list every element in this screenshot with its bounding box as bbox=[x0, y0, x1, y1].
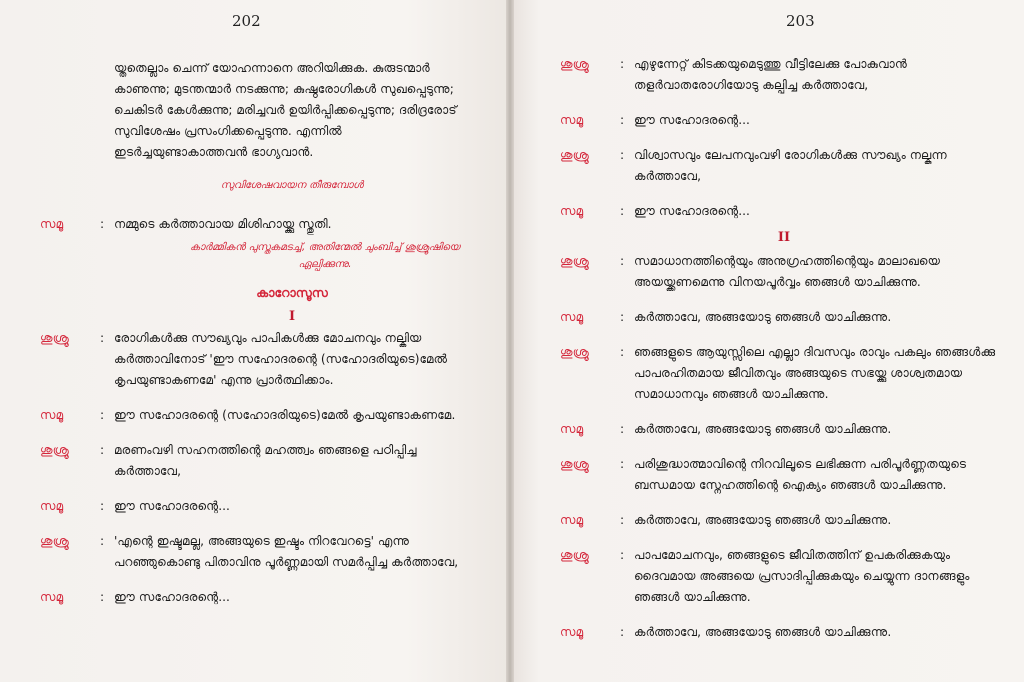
rubric-gospel-end: സുവിശേഷവായന തീരുമ്പോൾ bbox=[220, 180, 364, 191]
colon: : bbox=[620, 457, 625, 471]
speaker-label: സമൂ bbox=[560, 204, 584, 218]
colon: : bbox=[620, 625, 625, 639]
litany-entry bbox=[560, 54, 1008, 96]
speaker-label: സമൂ bbox=[560, 513, 584, 527]
entry-text: പാപമോചനവും, ഞങ്ങളുടെ ജീവിതത്തിന് ഉപകരിക്കുകയും ദൈവമായ അങ്ങയെ പ്രസാദിപ്പിക്കുകയും ചെയ്യുന്ന ദാനങ്ങളും ഞങ്ങൾ യാചിക്കുന്നു. bbox=[634, 548, 970, 604]
entry-text: ഈ സഹോദരന്റെ (സഹോദരിയുടെ)മേൽ കൃപയുണ്ടാകണമേ. bbox=[114, 408, 456, 422]
entry-text: ഞങ്ങളുടെ ആയുസ്സിലെ എല്ലാ ദിവസവും രാവും പകലും ഞങ്ങൾക്കു പാപരഹിതമായ ജീവിതവും അങ്ങയുടെ സഭയ്ക്കു ശാശ്വതമായ സമാധാനവും ഞങ്ങൾ യാചിക്കുന്നു. bbox=[634, 345, 996, 401]
colon: : bbox=[620, 254, 625, 268]
speaker-label: ശുശ്രൂ bbox=[560, 254, 590, 268]
litany-entry bbox=[560, 622, 1008, 643]
colon: : bbox=[100, 443, 105, 457]
speaker-label: സമൂ bbox=[40, 217, 64, 231]
litany-entry bbox=[560, 251, 1008, 293]
litany-entry bbox=[40, 405, 470, 426]
litany-entry bbox=[40, 496, 470, 517]
left-page-number: 202 bbox=[232, 12, 261, 30]
speaker-label: സമൂ bbox=[560, 625, 584, 639]
litany-entry bbox=[560, 201, 1008, 222]
entry-text: എഴുന്നേറ്റ് കിടക്കയുമെടുത്തു വീട്ടിലേക്കു പോകുവാൻ തളർവാതരോഗിയോടു കല്പിച്ച കർത്താവേ, bbox=[634, 57, 907, 92]
litany-entry bbox=[560, 545, 1008, 608]
speaker-label: സമൂ bbox=[40, 499, 64, 513]
speaker-label: സമൂ bbox=[560, 310, 584, 324]
colon: : bbox=[620, 310, 625, 324]
colon: : bbox=[620, 148, 625, 162]
litany-entry bbox=[560, 419, 1008, 440]
colon: : bbox=[100, 408, 105, 422]
entry-text: മരണംവഴി സഹനത്തിന്റെ മഹത്ത്വം ഞങ്ങളെ പഠിപ്പിച്ച കർത്താവേ, bbox=[114, 443, 417, 478]
section-numeral: II bbox=[777, 230, 791, 245]
entry-text: രോഗികൾക്കു സൗഖ്യവും പാപികൾക്കു മോചനവും നല്കിയ കർത്താവിനോട് 'ഈ സഹോദരന്റെ (സഹോദരിയുടെ)മേൽ കൃപയുണ്ടാകണമേ' എന്നു പ്രാർത്ഥിക്കാം. bbox=[114, 331, 448, 387]
colon: : bbox=[620, 422, 625, 436]
left-page bbox=[0, 0, 508, 682]
colon: : bbox=[620, 57, 625, 71]
speaker-label: ശുശ്രൂ bbox=[560, 148, 590, 162]
colon: : bbox=[620, 345, 625, 359]
colon: : bbox=[620, 113, 625, 127]
colon: : bbox=[620, 548, 625, 562]
colon: : bbox=[100, 590, 105, 604]
entry-text: വിശ്വാസവും ലേപനവുംവഴി രോഗികൾക്കു സൗഖ്യം നല്കുന്ന കർത്താവേ, bbox=[634, 148, 947, 183]
litany-entry bbox=[40, 328, 470, 391]
speaker-label: സമൂ bbox=[40, 590, 64, 604]
colon: : bbox=[620, 513, 625, 527]
entry-text: ഈ സഹോദരന്റെ... bbox=[634, 204, 750, 218]
entry-text: 'എന്റെ ഇഷ്ടമല്ല, അങ്ങയുടെ ഇഷ്ടം നിറവേറട്ടെ' എന്നു പറഞ്ഞുകൊണ്ടു പിതാവിനു പൂർണ്ണമായി സമർപ്പിച്ച കർത്താവേ, bbox=[114, 534, 459, 569]
litany-entry bbox=[560, 145, 1008, 187]
right-page-number: 203 bbox=[786, 12, 815, 30]
litany-entry bbox=[560, 307, 1008, 328]
entry-text: കർത്താവേ, അങ്ങയോടു ഞങ്ങൾ യാചിക്കുന്നു. bbox=[634, 513, 892, 527]
speaker-label: ശുശ്രൂ bbox=[560, 345, 590, 359]
speaker-label: സമൂ bbox=[40, 408, 64, 422]
colon: : bbox=[100, 217, 105, 231]
speaker-label: സമൂ bbox=[560, 422, 584, 436]
right-page-content bbox=[560, 54, 1008, 643]
litany-entry bbox=[560, 510, 1008, 531]
colon: : bbox=[100, 534, 105, 548]
litany-entry bbox=[40, 440, 470, 482]
litany-entry bbox=[560, 110, 1008, 131]
speaker-label: ശുശ്രൂ bbox=[560, 548, 590, 562]
speaker-label: ശുശ്രൂ bbox=[40, 534, 70, 548]
litany-entry bbox=[560, 454, 1008, 496]
entry-text: ഈ സഹോദരന്റെ... bbox=[634, 113, 750, 127]
colon: : bbox=[100, 499, 105, 513]
book-gutter bbox=[506, 0, 514, 682]
section-numeral: I bbox=[288, 309, 296, 324]
opening-paragraph: യ്തതെല്ലാം ചെന്ന് യോഹന്നാനെ അറിയിക്കുക. കുരുടന്മാർ കാണുന്നു; മുടന്തന്മാർ നടക്കുന്നു; കുഷ്ഠരോഗികൾ സുഖപ്പെടുന്നു; ചെകിടർ കേൾക്കുന്നു; മരിച്ചവർ ഉയിർപ്പിക്കപ്പെടുന്നു; ദരിദ്രരോട് സുവിശേഷം പ്രസംഗിക്കപ്പെടുന്നു. എന്നിൽ ഇടർച്ചയുണ്ടാകാത്തവൻ ഭാഗ്യവാൻ. bbox=[114, 61, 457, 159]
speaker-label: ശുശ്രൂ bbox=[40, 331, 70, 345]
response-text: നമ്മുടെ കർത്താവായ മിശിഹായ്ക്കു സ്തുതി. bbox=[114, 217, 332, 231]
response-entry bbox=[40, 214, 470, 235]
litany-entry bbox=[40, 531, 470, 573]
entry-text: കർത്താവേ, അങ്ങയോടു ഞങ്ങൾ യാചിക്കുന്നു. bbox=[634, 422, 892, 436]
entry-text: ഈ സഹോദരന്റെ... bbox=[114, 590, 230, 604]
litany-entry bbox=[40, 587, 470, 608]
section-heading: കാറോസൂസ bbox=[256, 285, 328, 300]
left-page-content bbox=[40, 58, 470, 622]
entry-text: കർത്താവേ, അങ്ങയോടു ഞങ്ങൾ യാചിക്കുന്നു. bbox=[634, 310, 892, 324]
speaker-label: സമൂ bbox=[560, 113, 584, 127]
entry-text: സമാധാനത്തിന്റെയും അനുഗ്രഹത്തിന്റെയും മാലാഖയെ അയയ്ക്കണമെന്നു വിനയപൂർവ്വം ഞങ്ങൾ യാചിക്കുന്നു. bbox=[634, 254, 941, 289]
entry-text: പരിശുദ്ധാത്മാവിന്റെ നിറവിലൂടെ ലഭിക്കുന്ന പരിപൂർണ്ണതയുടെ ബന്ധമായ സ്നേഹത്തിന്റെ ഐക്യം ഞങ്ങൾ യാചിക്കുന്നു. bbox=[634, 457, 967, 492]
speaker-label: ശുശ്രൂ bbox=[560, 57, 590, 71]
speaker-label: ശുശ്രൂ bbox=[40, 443, 70, 457]
speaker-label: ശുശ്രൂ bbox=[560, 457, 590, 471]
colon: : bbox=[100, 331, 105, 345]
litany-entry bbox=[560, 342, 1008, 405]
rubric-celebrant: കാർമ്മികൻ പുസ്തകമടച്ച്, അതിന്മേൽ ചുംബിച്ച് ശുശ്രൂഷിയെ ഏല്പിക്കുന്നു. bbox=[190, 242, 460, 270]
entry-text: കർത്താവേ, അങ്ങയോടു ഞങ്ങൾ യാചിക്കുന്നു. bbox=[634, 625, 892, 639]
entry-text: ഈ സഹോദരന്റെ... bbox=[114, 499, 230, 513]
colon: : bbox=[620, 204, 625, 218]
